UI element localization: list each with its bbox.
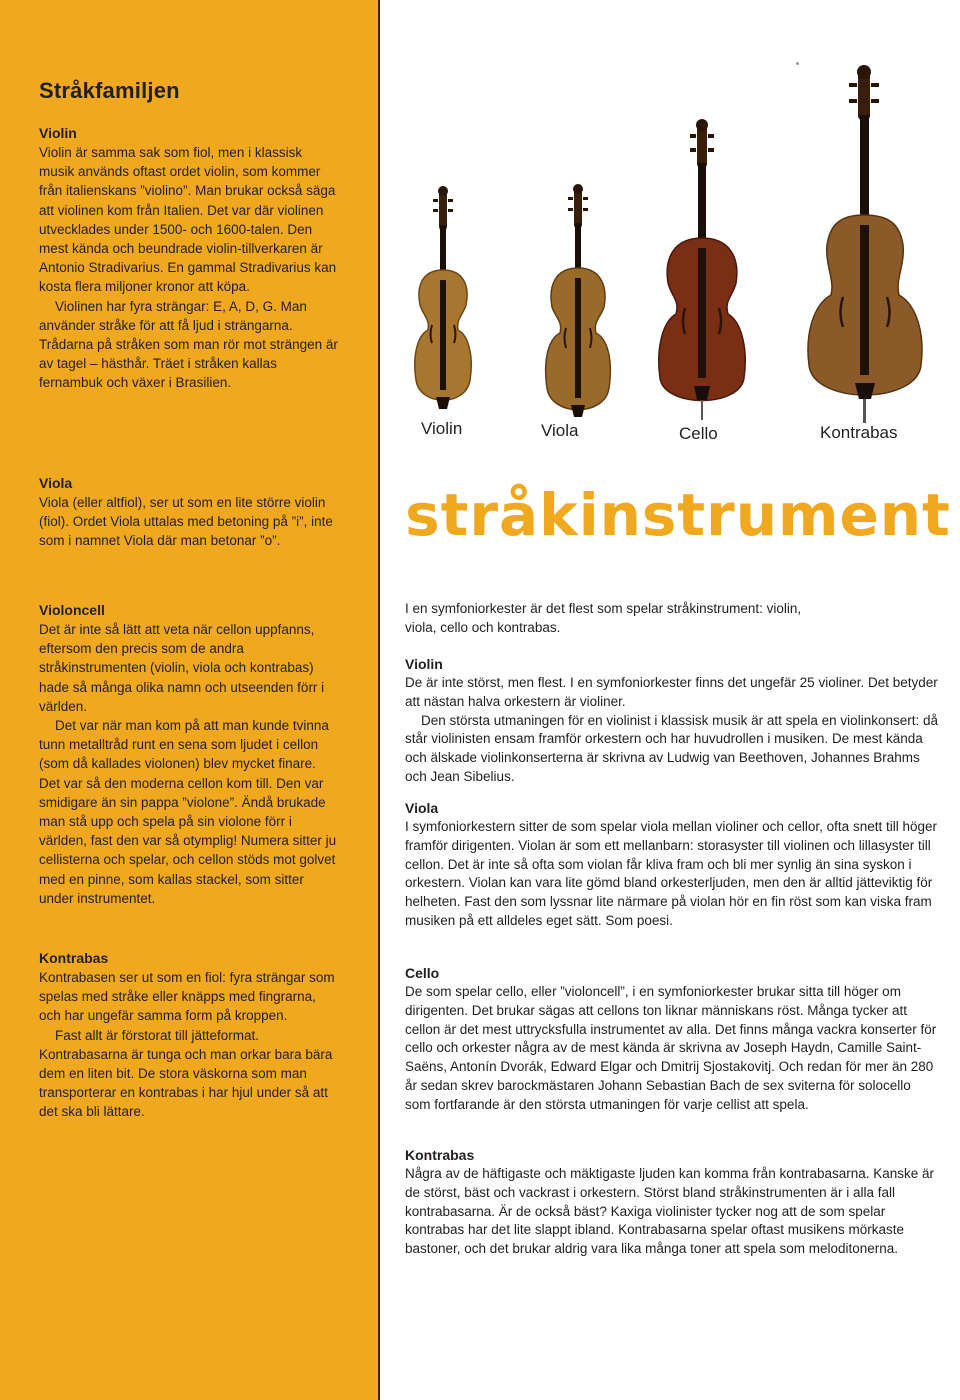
sidebar-violoncell-text-1: Det är inte så lätt att veta när cellon uppfanns, eftersom den precis som de andra stråkinstrumenten (violin, viola och kontrabas) hade så många olika namn och utseenden förr i världen. xyxy=(39,622,325,714)
violin-illustration xyxy=(408,185,478,420)
main-kontrabas-text: Några av de häftigaste och mäktigaste ljuden kan komma från kontrabasarna. Kanske är de störst, bäst och vackrast i orkestern. Störst bland stråkinstrumenten är i alla fall kontrabasarna. Är de också bäst? Kaxiga violinister tycker nog att de som spelar kontrabas har det lite slappt ibland. Kontrabasarna spelar oftast musikens mörkaste bastoner, och det brukar aldrig vara lika många toner att spela som meloditonerna. xyxy=(405,1166,935,1257)
main-section-cello xyxy=(405,964,940,1115)
main-section-kontrabas xyxy=(405,1146,940,1259)
main-intro-block xyxy=(405,600,940,638)
label-viola: Viola xyxy=(541,421,579,440)
main-violin-text-2: Den största utmaningen för en violinist i klassisk musik är att spela en violinkonsert: då står violinisten ensam framför orkestern och har huvudrollen i musiken. De mest kända och älskade violinkonserterna är skrivna av Ludwig van Beethoven, Johannes Brahms och Jean Sibelius. xyxy=(405,712,938,784)
main-violin-text-1: De är inte störst, men flest. I en symfoniorkester finns det ungefär 25 violiner. Det betyder att nästan halva orkestern är violiner. xyxy=(405,675,938,709)
label-cello: Cello xyxy=(679,424,718,443)
kontrabas-illustration xyxy=(795,65,935,427)
sidebar-violoncell-text-2: Det var när man kom på att man kunde tvinna tunn metalltråd runt en sena som ljudet i cellon (som då kallades violonen) blev mycket finare. Det var så den moderna cellon kom till. Den var smidigare än sin pappa ”violone”. Ändå brukade man stå upp och spela på sin violone förr i världen, fast den var så otymplig! Numera sitter ju cellisterna och spelar, och cellon stöds mot golvet med en pinne, som kallas stackel, som sitter under instrumentet. xyxy=(39,718,337,906)
cello-illustration xyxy=(652,118,752,423)
viola-illustration xyxy=(538,183,618,428)
sidebar-section-violin xyxy=(39,124,339,393)
sidebar-kontrabas-text-2: Fast allt är förstorat till jätteformat. Kontrabasarna är tunga och man orkar bara bära dem en liten bit. De stora väskorna som man transporterar en kontrabas i har hjul under så att det ska bli lättare. xyxy=(39,1027,333,1120)
sidebar-section-viola xyxy=(39,474,339,551)
sidebar-section-kontrabas xyxy=(39,949,339,1122)
sidebar-viola-heading: Viola xyxy=(39,475,73,491)
main-section-viola xyxy=(405,799,940,931)
main-cello-text: De som spelar cello, eller ”violoncell”, i en symfoniorkester brukar sitta till höger om dirigenten. Det brukar sägas att cellons ton liknar människans röst. Många tycker att cellon är det mest uttrycksfulla instrumentet av alla. Det finns många vackra konserter för cello och orkester några av de mest kända är skrivna av Joseph Haydn, Camille Saint-Saëns, Antonín Dvorák, Edward Elgar och Dmitrij Sjostakovitj. Och redan för mer än 280 år sedan skrev barockmästaren Johann Sebastian Bach de sex sviterna för solocello som fortfarande är den största utmaningen för varje cellist att spela. xyxy=(405,984,937,1112)
main-violin-heading: Violin xyxy=(405,656,443,672)
sidebar-viola-text: Viola (eller altfiol), ser ut som en lite större violin (fiol). Ordet Viola uttalas med betoning på ”i”, inte som i namnet Viola där man betonar ”o”. xyxy=(39,495,333,549)
sidebar-kontrabas-heading: Kontrabas xyxy=(39,950,109,966)
label-kontrabas: Kontrabas xyxy=(820,423,898,442)
sidebar-divider xyxy=(378,0,380,1400)
sidebar-violin-text-1: Violin är samma sak som fiol, men i klassisk musik används oftast ordet violin, som kommer från italienskans ”violino”. Man brukar också säga att violinen kom från Italien. Det var där violinen utvecklades under 1500- och 1600-talen. Den mest kända och beundrade violin-tillverkaren är Antonio Stradivarius. En gammal Stradivarius kan kosta flera miljoner kronor att köpa. xyxy=(39,145,337,295)
main-viola-heading: Viola xyxy=(405,800,439,816)
sidebar-violin-heading: Violin xyxy=(39,125,77,141)
label-violin: Violin xyxy=(421,419,463,438)
sidebar-section-violoncell xyxy=(39,601,339,908)
sidebar-kontrabas-text-1: Kontrabasen ser ut som en fiol: fyra strängar som spelas med stråke eller knäpps med fingrarna, och har ungefär samma form på kroppen. xyxy=(39,970,335,1024)
main-kontrabas-heading: Kontrabas xyxy=(405,1147,475,1163)
main-intro: I en symfoniorkester är det flest som spelar stråkinstrument: violin, viola, cello och kontrabas. xyxy=(405,601,802,635)
sidebar-violoncell-heading: Violoncell xyxy=(39,602,105,618)
sidebar-violin-text-2: Violinen har fyra strängar: E, A, D, G. Man använder stråke för att få ljud i strängarna. Trådarna på stråken som man rör mot strängen är av tagel – hästhår. Träet i stråken kallas fernambuk och växer i Brasilien. xyxy=(39,298,338,391)
big-title: stråkinstrument xyxy=(405,481,951,549)
main-viola-text: I symfoniorkestern sitter de som spelar viola mellan violiner och cellor, ofta snett till höger framför dirigenten. Violan är som ett mellanbarn: storasyster till violinen och lillasyster till cellon. Det är inte så ofta som violan får kliva fram och bli mer synlig än sina syskon i orkestern. Violan kan vara lite gömd bland orkesterljuden, men den är alltid jätteviktig för helheten. Fast den som lyssnar lite närmare på violan hör en fin röst som kan viska fram musiken på ett alldeles eget sätt. Som poesi. xyxy=(405,819,937,928)
main-cello-heading: Cello xyxy=(405,965,440,981)
main-section-violin xyxy=(405,655,940,787)
page-title: Stråkfamiljen xyxy=(39,78,180,103)
